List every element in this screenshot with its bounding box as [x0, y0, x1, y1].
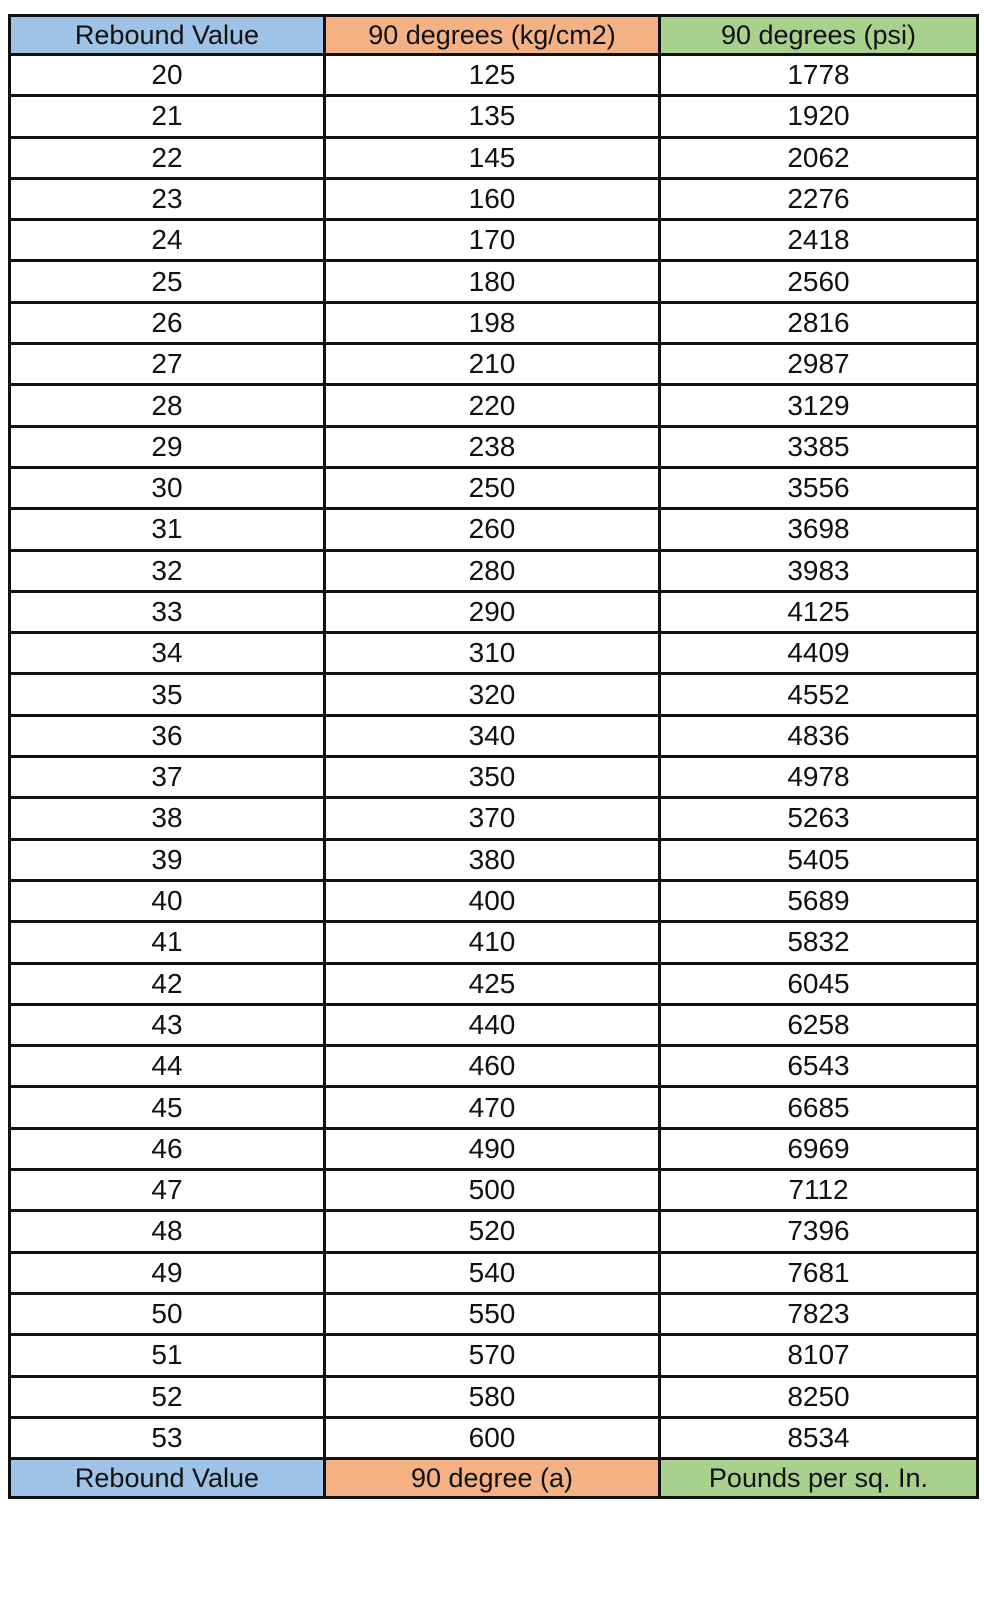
cell-rebound-value: 49: [10, 1252, 325, 1293]
cell-kg-cm2: 238: [325, 426, 660, 467]
cell-kg-cm2: 340: [325, 715, 660, 756]
cell-kg-cm2: 370: [325, 798, 660, 839]
cell-psi: 2987: [660, 344, 978, 385]
cell-psi: 3983: [660, 550, 978, 591]
cell-kg-cm2: 135: [325, 96, 660, 137]
table-row: [10, 302, 978, 343]
table-row: [10, 1170, 978, 1211]
cell-rebound-value: 30: [10, 467, 325, 508]
cell-kg-cm2: 125: [325, 55, 660, 96]
table-row: [10, 1046, 978, 1087]
cell-kg-cm2: 260: [325, 509, 660, 550]
table-row: [10, 1128, 978, 1169]
cell-psi: 6685: [660, 1087, 978, 1128]
cell-psi: 7823: [660, 1293, 978, 1334]
table-row: [10, 798, 978, 839]
cell-rebound-value: 27: [10, 344, 325, 385]
cell-kg-cm2: 145: [325, 137, 660, 178]
cell-psi: 2276: [660, 178, 978, 219]
cell-kg-cm2: 500: [325, 1170, 660, 1211]
cell-psi: 3129: [660, 385, 978, 426]
cell-rebound-value: 40: [10, 880, 325, 921]
header-kg-cm2: 90 degrees (kg/cm2): [325, 16, 660, 55]
cell-rebound-value: 28: [10, 385, 325, 426]
cell-kg-cm2: 460: [325, 1046, 660, 1087]
cell-psi: 7112: [660, 1170, 978, 1211]
table-row: [10, 467, 978, 508]
cell-psi: 1920: [660, 96, 978, 137]
cell-rebound-value: 44: [10, 1046, 325, 1087]
cell-rebound-value: 47: [10, 1170, 325, 1211]
table-row: [10, 385, 978, 426]
cell-rebound-value: 29: [10, 426, 325, 467]
cell-psi: 6045: [660, 963, 978, 1004]
table-row: [10, 509, 978, 550]
table-row: [10, 344, 978, 385]
cell-psi: 4836: [660, 715, 978, 756]
table-row: [10, 137, 978, 178]
cell-kg-cm2: 570: [325, 1335, 660, 1376]
cell-kg-cm2: 280: [325, 550, 660, 591]
cell-kg-cm2: 600: [325, 1417, 660, 1458]
cell-kg-cm2: 250: [325, 467, 660, 508]
cell-psi: 8534: [660, 1417, 978, 1458]
cell-kg-cm2: 198: [325, 302, 660, 343]
cell-psi: 4409: [660, 633, 978, 674]
header-row: [10, 16, 978, 55]
cell-rebound-value: 39: [10, 839, 325, 880]
table-row: [10, 1376, 978, 1417]
table-row: [10, 96, 978, 137]
cell-kg-cm2: 425: [325, 963, 660, 1004]
cell-rebound-value: 35: [10, 674, 325, 715]
cell-psi: 5689: [660, 880, 978, 921]
cell-kg-cm2: 170: [325, 220, 660, 261]
table-row: [10, 1252, 978, 1293]
table-row: [10, 1417, 978, 1458]
cell-rebound-value: 32: [10, 550, 325, 591]
cell-kg-cm2: 220: [325, 385, 660, 426]
cell-rebound-value: 53: [10, 1417, 325, 1458]
cell-psi: 3698: [660, 509, 978, 550]
table-row: [10, 963, 978, 1004]
cell-rebound-value: 36: [10, 715, 325, 756]
cell-kg-cm2: 540: [325, 1252, 660, 1293]
table-row: [10, 880, 978, 921]
cell-rebound-value: 21: [10, 96, 325, 137]
cell-rebound-value: 50: [10, 1293, 325, 1334]
cell-rebound-value: 34: [10, 633, 325, 674]
rebound-conversion-table: [8, 14, 979, 1499]
table-body: [10, 55, 978, 1459]
cell-kg-cm2: 210: [325, 344, 660, 385]
cell-rebound-value: 20: [10, 55, 325, 96]
cell-kg-cm2: 410: [325, 922, 660, 963]
cell-psi: 4978: [660, 757, 978, 798]
table-row: [10, 426, 978, 467]
table-row: [10, 922, 978, 963]
cell-kg-cm2: 470: [325, 1087, 660, 1128]
cell-psi: 2062: [660, 137, 978, 178]
cell-psi: 4125: [660, 591, 978, 632]
cell-rebound-value: 51: [10, 1335, 325, 1376]
cell-rebound-value: 41: [10, 922, 325, 963]
table-row: [10, 1211, 978, 1252]
cell-rebound-value: 38: [10, 798, 325, 839]
header-psi: 90 degrees (psi): [660, 16, 978, 55]
table-row: [10, 220, 978, 261]
cell-psi: 3556: [660, 467, 978, 508]
cell-rebound-value: 23: [10, 178, 325, 219]
cell-rebound-value: 42: [10, 963, 325, 1004]
cell-kg-cm2: 290: [325, 591, 660, 632]
cell-rebound-value: 37: [10, 757, 325, 798]
cell-kg-cm2: 310: [325, 633, 660, 674]
cell-psi: 2560: [660, 261, 978, 302]
cell-kg-cm2: 350: [325, 757, 660, 798]
table-row: [10, 1335, 978, 1376]
cell-psi: 5263: [660, 798, 978, 839]
footer-pounds-per-sq-in: Pounds per sq. In.: [660, 1459, 978, 1498]
cell-psi: 8107: [660, 1335, 978, 1376]
table-header: [10, 16, 978, 55]
cell-rebound-value: 52: [10, 1376, 325, 1417]
table-row: [10, 1004, 978, 1045]
cell-kg-cm2: 320: [325, 674, 660, 715]
cell-kg-cm2: 400: [325, 880, 660, 921]
cell-rebound-value: 43: [10, 1004, 325, 1045]
cell-psi: 7681: [660, 1252, 978, 1293]
cell-rebound-value: 33: [10, 591, 325, 632]
table-row: [10, 1293, 978, 1334]
cell-psi: 7396: [660, 1211, 978, 1252]
footer-rebound-value: Rebound Value: [10, 1459, 325, 1498]
cell-kg-cm2: 490: [325, 1128, 660, 1169]
cell-psi: 5405: [660, 839, 978, 880]
cell-rebound-value: 45: [10, 1087, 325, 1128]
cell-rebound-value: 31: [10, 509, 325, 550]
conversion-table-container: [8, 14, 976, 1499]
cell-rebound-value: 22: [10, 137, 325, 178]
cell-psi: 6969: [660, 1128, 978, 1169]
header-rebound-value: Rebound Value: [10, 16, 325, 55]
table-row: [10, 178, 978, 219]
table-row: [10, 839, 978, 880]
cell-psi: 6543: [660, 1046, 978, 1087]
table-row: [10, 550, 978, 591]
table-row: [10, 591, 978, 632]
cell-psi: 6258: [660, 1004, 978, 1045]
cell-psi: 1778: [660, 55, 978, 96]
cell-rebound-value: 24: [10, 220, 325, 261]
cell-kg-cm2: 160: [325, 178, 660, 219]
table-row: [10, 757, 978, 798]
table-row: [10, 715, 978, 756]
table-row: [10, 1087, 978, 1128]
cell-psi: 3385: [660, 426, 978, 467]
cell-kg-cm2: 520: [325, 1211, 660, 1252]
cell-psi: 2816: [660, 302, 978, 343]
cell-kg-cm2: 580: [325, 1376, 660, 1417]
table-row: [10, 55, 978, 96]
cell-kg-cm2: 380: [325, 839, 660, 880]
cell-psi: 5832: [660, 922, 978, 963]
table-row: [10, 261, 978, 302]
footer-row: [10, 1459, 978, 1498]
cell-rebound-value: 48: [10, 1211, 325, 1252]
table-row: [10, 633, 978, 674]
table-row: [10, 674, 978, 715]
cell-kg-cm2: 180: [325, 261, 660, 302]
cell-psi: 2418: [660, 220, 978, 261]
cell-kg-cm2: 440: [325, 1004, 660, 1045]
cell-rebound-value: 25: [10, 261, 325, 302]
cell-rebound-value: 26: [10, 302, 325, 343]
cell-psi: 4552: [660, 674, 978, 715]
cell-psi: 8250: [660, 1376, 978, 1417]
cell-rebound-value: 46: [10, 1128, 325, 1169]
cell-kg-cm2: 550: [325, 1293, 660, 1334]
footer-degree-a: 90 degree (a): [325, 1459, 660, 1498]
table-footer: [10, 1459, 978, 1498]
